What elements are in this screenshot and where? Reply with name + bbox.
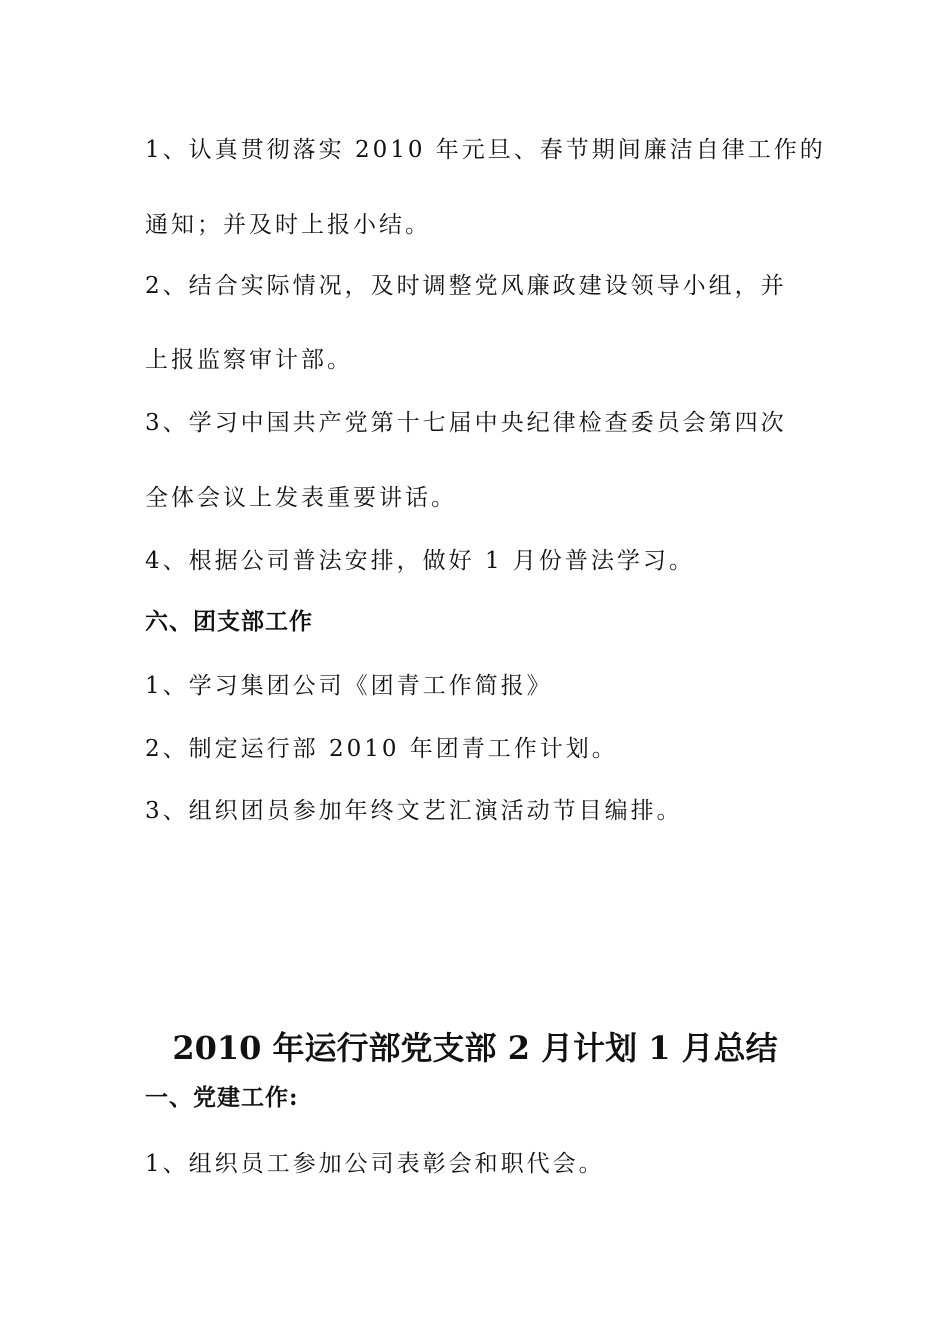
item-2-line-1: 2、结合实际情况，及时调整党风廉政建设领导小组，并: [145, 273, 787, 299]
section-six-item-3: 3、组织团员参加年终文艺汇演活动节目编排。: [145, 798, 683, 824]
item-2-line-2: 上报监察审计部。: [145, 347, 353, 373]
item-3-line-1: 3、学习中国共产党第十七届中央纪律检查委员会第四次: [145, 410, 787, 436]
section-six-item-2: 2、制定运行部 2010 年团青工作计划。: [145, 736, 618, 762]
section-one-heading: 一、党建工作:: [145, 1084, 299, 1111]
item-1-line-1: 1、认真贯彻落实 2010 年元旦、春节期间廉洁自律工作的: [145, 137, 826, 163]
item-1-line-2: 通知；并及时上报小结。: [145, 212, 431, 238]
document-title: 2010 年运行部党支部 2 月计划 1 月总结: [172, 1029, 778, 1067]
section-six-item-1: 1、学习集团公司《团青工作简报》: [145, 673, 553, 699]
item-4-line-1: 4、根据公司普法安排，做好 1 月份普法学习。: [145, 548, 695, 574]
section-one-item-1: 1、组织员工参加公司表彰会和职代会。: [145, 1151, 605, 1177]
section-six-heading: 六、团支部工作: [145, 608, 313, 635]
item-3-line-2: 全体会议上发表重要讲话。: [145, 485, 457, 511]
